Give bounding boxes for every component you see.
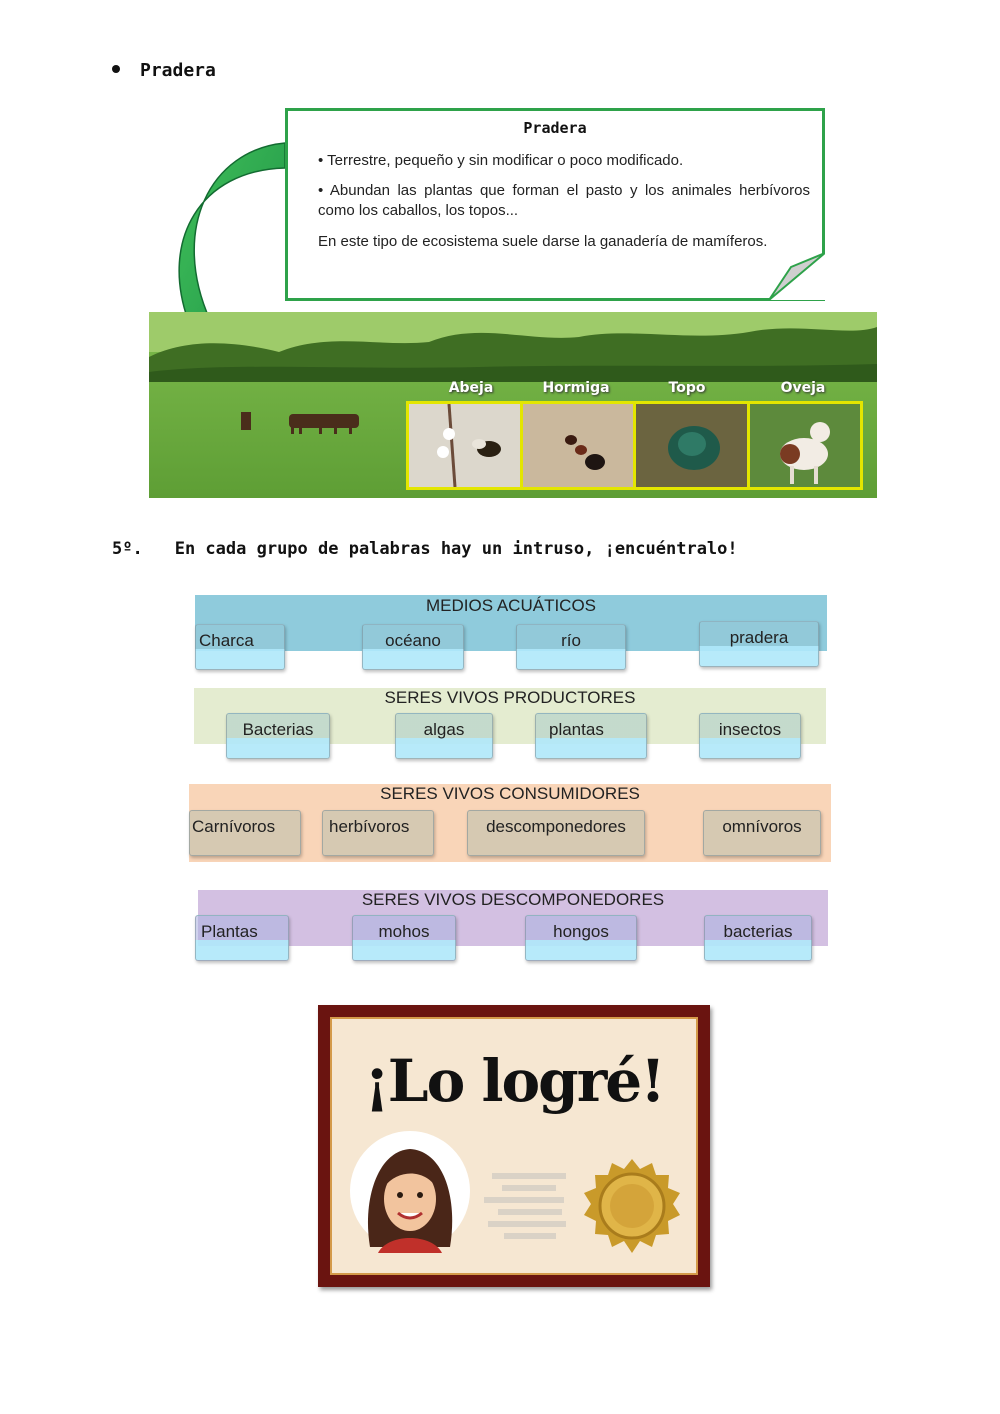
gold-seal-icon [582, 1157, 682, 1257]
certificate-title: ¡Lo logré! [364, 1047, 664, 1115]
word-chip[interactable]: Carnívoros [189, 810, 301, 856]
bee-thumbnail [409, 404, 520, 487]
sheep-thumbnail [750, 404, 861, 487]
heading-text: Pradera [140, 60, 216, 81]
word-chip[interactable]: pradera [699, 621, 819, 667]
word-chip[interactable]: hongos [525, 915, 637, 961]
word-chip[interactable]: Charca [195, 624, 285, 670]
word-chip[interactable]: Plantas [195, 915, 289, 961]
animal-label-oveja: Oveja [780, 380, 826, 396]
word-chip[interactable]: algas [395, 713, 493, 759]
word-chip[interactable]: río [516, 624, 626, 670]
word-chip[interactable]: herbívoros [322, 810, 434, 856]
avatar-icon [348, 1129, 472, 1253]
section-heading [112, 60, 216, 81]
word-chip[interactable]: plantas [535, 713, 647, 759]
group-title: SERES VIVOS DESCOMPONEDORES [361, 890, 665, 909]
word-chip[interactable]: bacterias [704, 915, 812, 961]
animal-label-hormiga: Hormiga [542, 380, 610, 396]
ant-thumbnail [523, 404, 634, 487]
word-chip[interactable]: descomponedores [467, 810, 645, 856]
animal-label-abeja: Abeja [448, 380, 494, 396]
mole-thumbnail [636, 404, 747, 487]
group-title: MEDIOS ACUÁTICOS [425, 596, 597, 615]
group-title: SERES VIVOS CONSUMIDORES [380, 784, 640, 803]
word-chip[interactable]: océano [362, 624, 464, 670]
exercise-heading [112, 539, 738, 559]
animal-thumbnails [406, 401, 863, 490]
word-chip[interactable]: Bacterias [226, 713, 330, 759]
certificate-text-lines-icon [484, 1169, 574, 1259]
card-paragraph-2: • Abundan las plantas que forman el pasto y los animales herbívoros como los caballos, los topos... [318, 182, 810, 219]
folded-corner-icon [769, 253, 825, 301]
word-chip[interactable]: mohos [352, 915, 456, 961]
achievement-certificate [318, 1005, 710, 1287]
exercise-number: 5º. [112, 539, 143, 559]
card-title: Pradera [523, 119, 587, 137]
certificate-inner [330, 1017, 698, 1275]
card-paragraph-3: En este tipo de ecosistema suele darse la ganadería de mamíferos. [318, 233, 768, 250]
exercise-prompt: En cada grupo de palabras hay un intruso, ¡encuéntralo! [174, 539, 738, 559]
word-chip[interactable]: insectos [699, 713, 801, 759]
word-chip[interactable]: omnívoros [703, 810, 821, 856]
animal-label-topo: Topo [668, 380, 706, 396]
bullet-icon [112, 65, 120, 73]
group-title: SERES VIVOS PRODUCTORES [384, 688, 636, 707]
pradera-info-card [285, 108, 825, 301]
card-paragraph-1: • Terrestre, pequeño y sin modificar o poco modificado. [318, 152, 684, 169]
